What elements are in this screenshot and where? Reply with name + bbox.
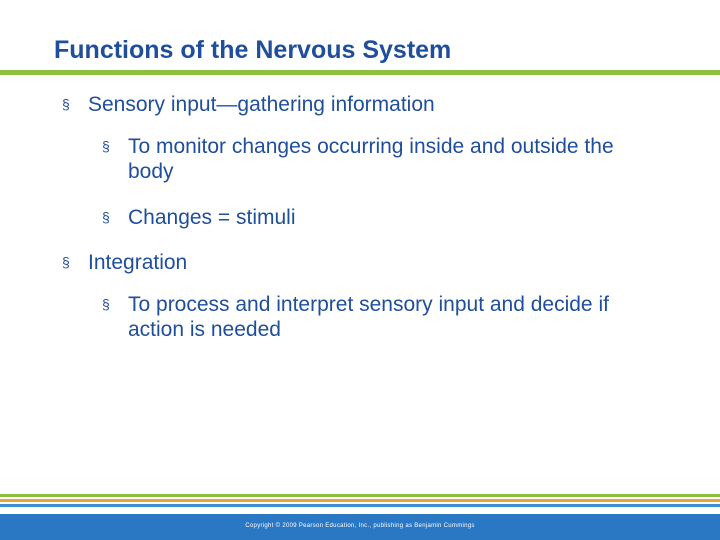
bullet-marker-icon: § [102,209,110,225]
bullet-marker-icon: § [102,296,110,312]
bullet-text: Sensory input—gathering information [88,93,435,116]
bullet-marker-icon: § [102,138,110,154]
bullet-integration [62,250,187,275]
bullet-marker-icon: § [62,96,70,112]
bullet-text: Integration [88,251,188,274]
bullet-text: Changes = stimuli [128,206,296,229]
bullet-marker-icon: § [62,254,70,270]
footer-stripe-green [0,494,720,497]
slide-title: Functions of the Nervous System [54,36,452,64]
copyright-notice: Copyright © 2009 Pearson Education, Inc., publishing as Benjamin Cummings [245,523,475,529]
footer-stripe-orange [0,499,720,502]
bullet-text: To monitor changes occurring inside and outside the body [128,135,614,184]
footer-stripe-blue [0,504,720,507]
sub-bullet-stimuli [102,205,662,230]
sub-bullet-process-interpret [102,292,662,342]
title-underline [0,70,720,75]
bullet-text: To process and interpret sensory input and decide if action is needed [128,293,609,342]
footer-stripes [0,494,720,509]
bullet-sensory-input [62,92,435,117]
sub-bullet-monitor-changes [102,134,662,184]
